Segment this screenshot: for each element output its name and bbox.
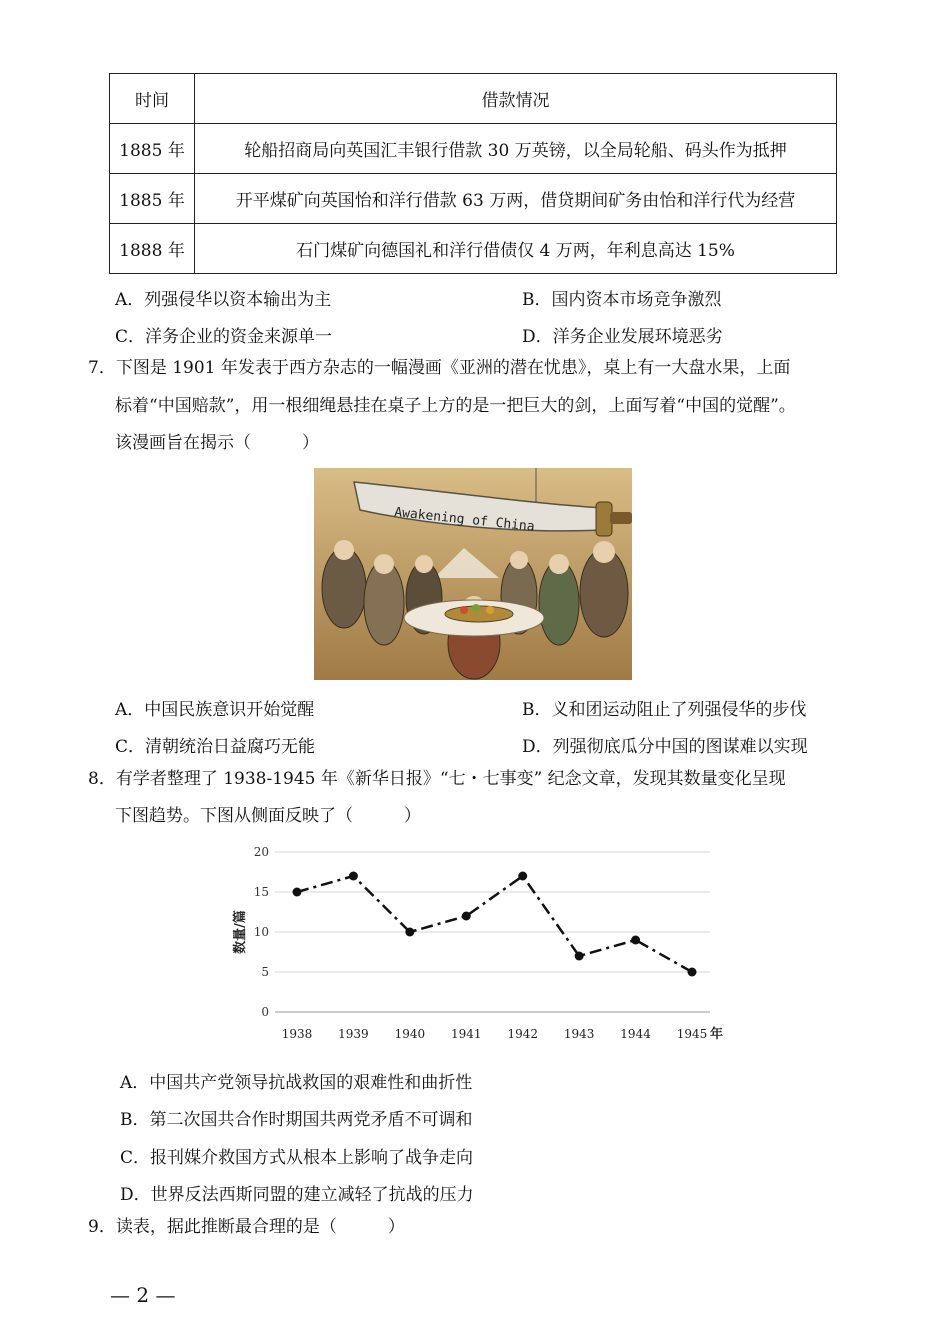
y-tick-label: 5 bbox=[261, 965, 269, 979]
page-number: — 2 — bbox=[110, 1283, 176, 1307]
x-tick-label: 1941 bbox=[451, 1027, 482, 1041]
x-tick-label: 1939 bbox=[338, 1027, 369, 1041]
q8-option-c[interactable]: C．报刊媒介救国方式从根本上影响了战争走向 bbox=[120, 1148, 474, 1168]
header-time: 时间 bbox=[110, 74, 195, 124]
cartoon-image bbox=[314, 468, 632, 680]
y-tick-label: 15 bbox=[253, 885, 269, 899]
table-header-row bbox=[110, 74, 837, 124]
q8-stem-line2: 下图趋势。下图从侧面反映了（ ） bbox=[115, 806, 421, 826]
table-row bbox=[110, 224, 837, 274]
x-tick-label: 1945 bbox=[676, 1027, 708, 1041]
q7-stem-line1: 7．下图是 1901 年发表于西方杂志的一幅漫画《亚洲的潜在忧患》，桌上有一大盘水果，上面 bbox=[88, 358, 791, 378]
q7-option-b[interactable]: B．义和团运动阻止了列强侵华的步伐 bbox=[522, 700, 807, 720]
x-tick-label: 1943 bbox=[563, 1027, 595, 1041]
cell-loan: 轮船招商局向英国汇丰银行借款 30 万英镑，以全局轮船、码头作为抵押 bbox=[195, 124, 837, 174]
data-point bbox=[631, 936, 640, 945]
table-row bbox=[110, 124, 837, 174]
data-point bbox=[575, 952, 584, 961]
cell-time: 1885 年 bbox=[110, 174, 195, 224]
cell-loan: 石门煤矿向德国礼和洋行借债仅 4 万两，年利息高达 15% bbox=[195, 224, 837, 274]
chart-svg bbox=[230, 840, 724, 1050]
series-line bbox=[297, 876, 692, 972]
q6-option-b[interactable]: B．国内资本市场竞争激烈 bbox=[522, 290, 722, 310]
y-tick-label: 20 bbox=[253, 845, 269, 859]
sword-inscription: Awakening of China bbox=[393, 505, 536, 535]
line-chart bbox=[230, 840, 724, 1050]
data-point bbox=[462, 912, 471, 921]
data-point bbox=[349, 872, 358, 881]
cell-time: 1885 年 bbox=[110, 124, 195, 174]
q8-stem-line1: 8．有学者整理了 1938-1945 年《新华日报》“七・七事变” 纪念文章，发现其数量变化呈现 bbox=[88, 769, 786, 789]
cartoon-illustration bbox=[314, 468, 632, 680]
cell-loan: 开平煤矿向英国怡和洋行借款 63 万两，借贷期间矿务由怡和洋行代为经营 bbox=[195, 174, 837, 224]
q9-stem: 9．读表，据此推断最合理的是（ ） bbox=[88, 1217, 405, 1237]
cell-time: 1888 年 bbox=[110, 224, 195, 274]
q7-option-d[interactable]: D．列强彻底瓜分中国的图谋难以实现 bbox=[522, 737, 808, 757]
data-point bbox=[688, 968, 697, 977]
q8-option-a[interactable]: A．中国共产党领导抗战救国的艰难性和曲折性 bbox=[120, 1073, 473, 1093]
loan-table bbox=[109, 73, 837, 274]
x-tick-label: 1942 bbox=[507, 1027, 538, 1041]
y-tick-label: 0 bbox=[261, 1005, 269, 1019]
x-axis-unit: 年 bbox=[710, 1027, 724, 1042]
q7-stem-line2: 标着“中国赔款”，用一根细绳悬挂在桌子上方的是一把巨大的剑，上面写着“中国的觉醒”。 bbox=[115, 396, 796, 416]
q6-option-a[interactable]: A．列强侵华以资本输出为主 bbox=[115, 290, 332, 310]
table-row bbox=[110, 174, 837, 224]
x-tick-label: 1938 bbox=[281, 1027, 313, 1041]
y-axis-label: 数量/篇 bbox=[233, 910, 248, 954]
data-point bbox=[518, 872, 527, 881]
q7-option-c[interactable]: C．清朝统治日益腐巧无能 bbox=[115, 737, 316, 757]
q8-option-d[interactable]: D．世界反法西斯同盟的建立减轻了抗战的压力 bbox=[120, 1185, 474, 1205]
q8-option-b[interactable]: B．第二次国共合作时期国共两党矛盾不可调和 bbox=[120, 1110, 473, 1130]
data-point bbox=[293, 888, 302, 897]
data-point bbox=[405, 928, 414, 937]
header-loan: 借款情况 bbox=[195, 74, 837, 124]
q6-option-c[interactable]: C．洋务企业的资金来源单一 bbox=[115, 327, 333, 347]
q7-option-a[interactable]: A．中国民族意识开始觉醒 bbox=[115, 700, 315, 720]
x-tick-label: 1944 bbox=[620, 1027, 651, 1041]
y-tick-label: 10 bbox=[253, 925, 269, 939]
q7-stem-line3: 该漫画旨在揭示（ ） bbox=[115, 433, 319, 453]
x-tick-label: 1940 bbox=[394, 1027, 426, 1041]
q6-option-d[interactable]: D．洋务企业发展环境恶劣 bbox=[522, 327, 723, 347]
